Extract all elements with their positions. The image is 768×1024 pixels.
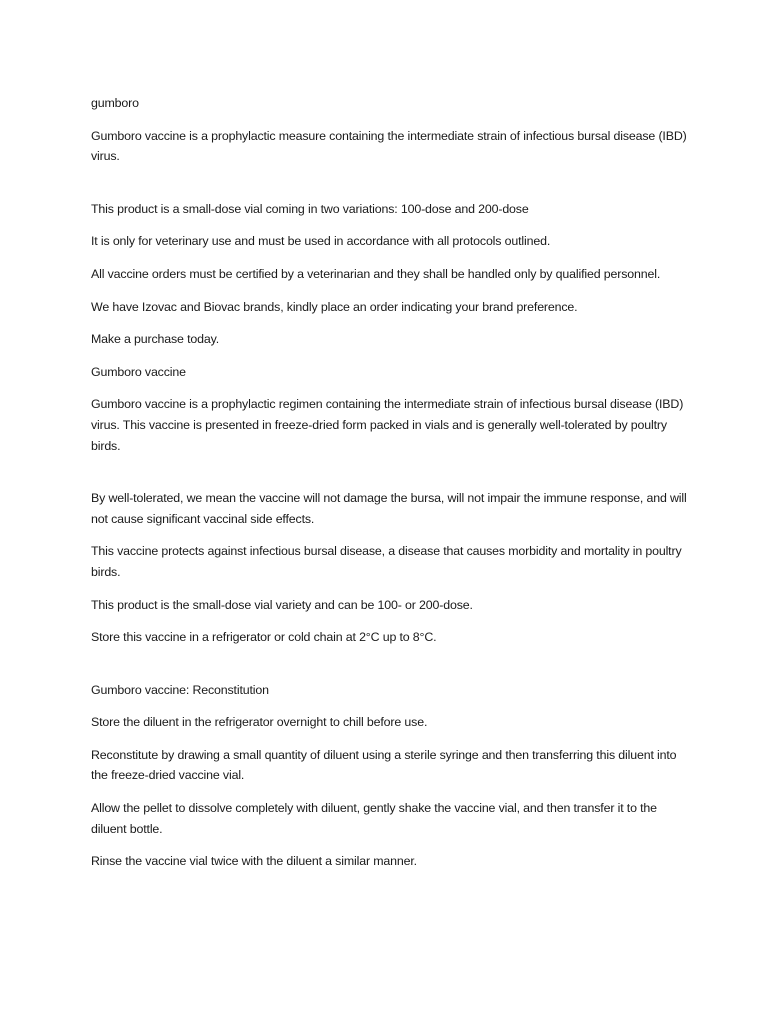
paragraph: Gumboro vaccine is a prophylactic regimen containing the intermediate strain of infectious bursal disease (IBD) virus. This vaccine is presented in freeze-dried form packed in vials and is generally well-tolerated by poultry birds. (91, 397, 684, 453)
section-heading: Gumboro vaccine (91, 364, 186, 379)
paragraph: This vaccine protects against infectious bursal disease, a disease that causes morbidity and mortality in poultry birds. (91, 544, 682, 579)
document-body (91, 93, 691, 884)
paragraph: By well-tolerated, we mean the vaccine will not damage the bursa, will not impair the immune response, and will not cause significant vaccinal side effects. (91, 491, 687, 526)
paragraph: Rinse the vaccine vial twice with the diluent a similar manner. (91, 854, 417, 869)
paragraph: Allow the pellet to dissolve completely with diluent, gently shake the vaccine vial, and then transfer it to the diluent bottle. (91, 801, 657, 836)
paragraph: This product is the small-dose vial variety and can be 100- or 200-dose. (91, 597, 473, 612)
paragraph: Make a purchase today. (91, 332, 220, 347)
paragraph: Gumboro vaccine is a prophylactic measure containing the intermediate strain of infectious bursal disease (IBD) virus. (91, 128, 687, 164)
paragraph: Store the diluent in the refrigerator overnight to chill before use. (91, 715, 428, 730)
document-heading: gumboro (91, 96, 139, 110)
section-heading: Gumboro vaccine: Reconstitution (91, 682, 269, 697)
paragraph: We have Izovac and Biovac brands, kindly place an order indicating your brand preference. (91, 299, 578, 314)
paragraph: All vaccine orders must be certified by a veterinarian and they shall be handled only by qualified personnel. (91, 266, 661, 281)
paragraph: Store this vaccine in a refrigerator or cold chain at 2°C up to 8°C. (91, 630, 437, 645)
paragraph: This product is a small-dose vial coming in two variations: 100-dose and 200-dose (91, 201, 529, 216)
paragraph: Reconstitute by drawing a small quantity of diluent using a sterile syringe and then transferring this diluent into the freeze-dried vaccine vial. (91, 747, 677, 783)
paragraph: It is only for veterinary use and must be used in accordance with all protocols outlined. (91, 234, 551, 249)
